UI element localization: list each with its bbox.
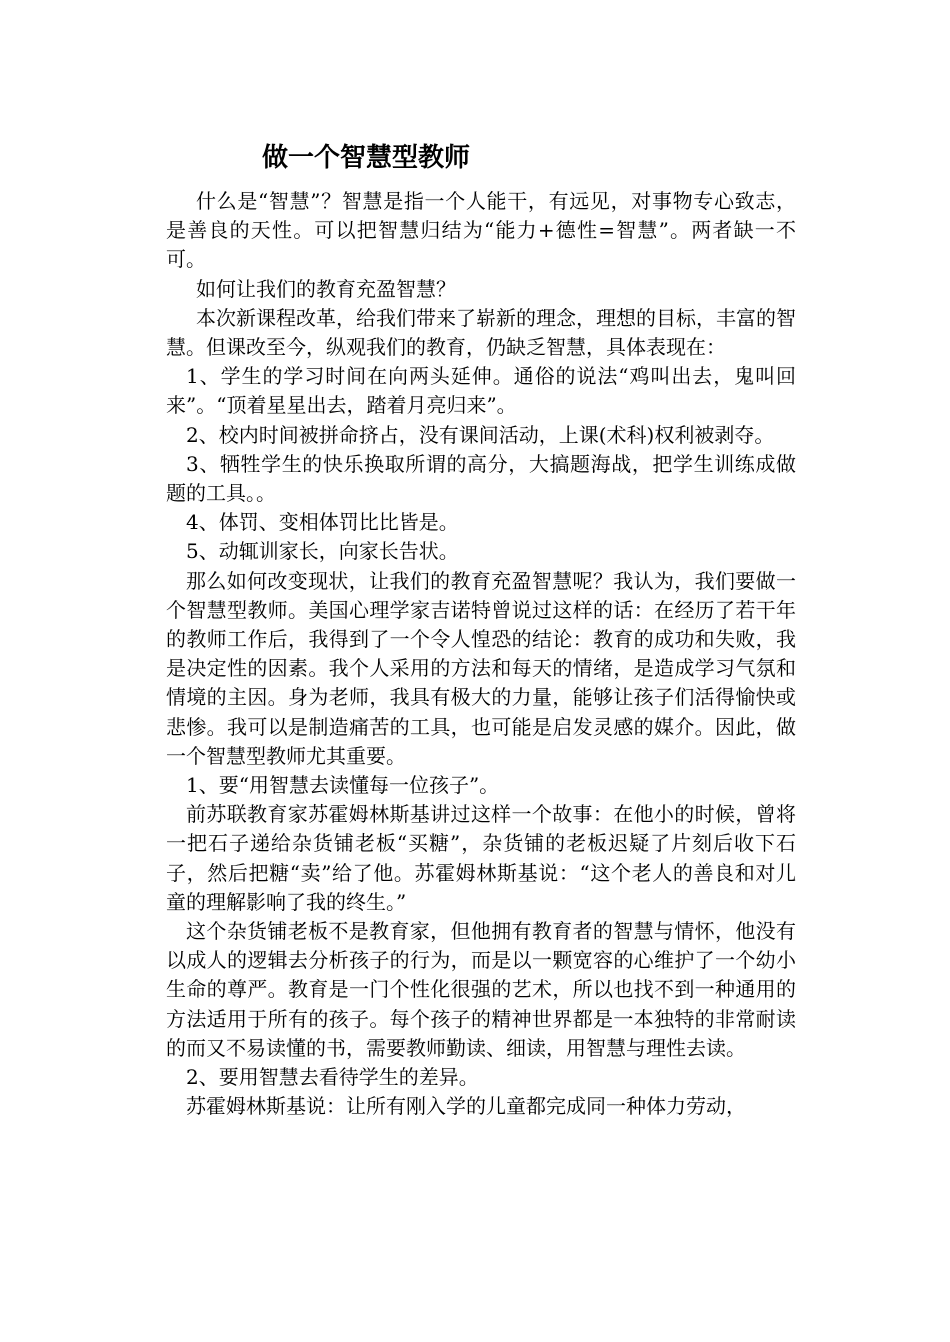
section-heading-2: 2、要用智慧去看待学生的差异。: [186, 1065, 479, 1090]
list-item-1: 1、学生的学习时间在向两头延伸。通俗的说法“鸡叫出去，鬼叫回来”。“顶着星星出去，踏着月亮归来”。: [166, 364, 796, 418]
document-title: 做一个智慧型教师: [262, 143, 471, 173]
section-heading-1: 1、要“用智慧去读懂每一位孩子”。: [186, 773, 500, 798]
list-item-5: 5、动辄训家长，向家长告状。: [186, 539, 459, 564]
paragraph-what-is-wisdom: 什么是“智慧”？智慧是指一个人能干，有远见，对事物专心致志，是善良的天性。可以把智慧归结为“能力+德性=智慧”。两者缺一不可。: [166, 189, 796, 272]
list-item-2: 2、校内时间被拼命挤占，没有课间活动，上课(术科)权利被剥夺。: [186, 422, 775, 447]
paragraph-sukhomlinsky: 苏霍姆林斯基说：让所有刚入学的儿童都完成同一种体力劳动，: [186, 1094, 746, 1119]
paragraph-shopkeeper: 这个杂货铺老板不是教育家，但他拥有教育者的智慧与情怀，他没有以成人的逻辑去分析孩子的行为，而是以一颗宽容的心维护了一个幼小生命的尊严。教育是一门个性化很强的艺术，所以也找不到一种通用的方法适用于所有的孩子。每个孩子的精神世界都是一本独特的非常耐读的而又不易读懂的书，需要教师勤读、细读，用智慧与理性去读。: [166, 919, 796, 1060]
paragraph-story: 前苏联教育家苏霍姆林斯基讲过这样一个故事：在他小的时候，曾将一把石子递给杂货铺老板“买糖”，杂货铺的老板迟疑了片刻后收下石子，然后把糖“卖”给了他。苏霍姆林斯基说：“这个老人的善良和对儿童的理解影响了我的终生。”: [166, 802, 796, 914]
list-item-3: 3、牺牲学生的快乐换取所谓的高分，大搞题海战，把学生训练成做题的工具。。: [166, 451, 796, 506]
list-item-4: 4、体罚、变相体罚比比皆是。: [186, 510, 459, 535]
paragraph-curriculum-reform: 本次新课程改革，给我们带来了崭新的理念，理想的目标，丰富的智慧。但课改至今，纵观我们的教育，仍缺乏智慧，具体表现在：: [166, 305, 796, 360]
paragraph-change-status: 那么如何改变现状，让我们的教育充盈智慧呢？我认为，我们要做一个智慧型教师。美国心理学家吉诺特曾说过这样的话：在经历了若干年的教师工作后，我得到了一个令人惶恐的结论：教育的成功和失败，我是决定性的因素。我个人采用的方法和每天的情绪，是造成学习气氛和情境的主因。身为老师，我具有极大的力量，能够让孩子们活得愉快或悲惨。我可以是制造痛苦的工具，也可能是启发灵感的媒介。因此，做一个智慧型教师尤其重要。: [166, 568, 796, 768]
paragraph-question: 如何让我们的教育充盈智慧？: [196, 276, 456, 301]
document-body: [166, 187, 796, 1122]
